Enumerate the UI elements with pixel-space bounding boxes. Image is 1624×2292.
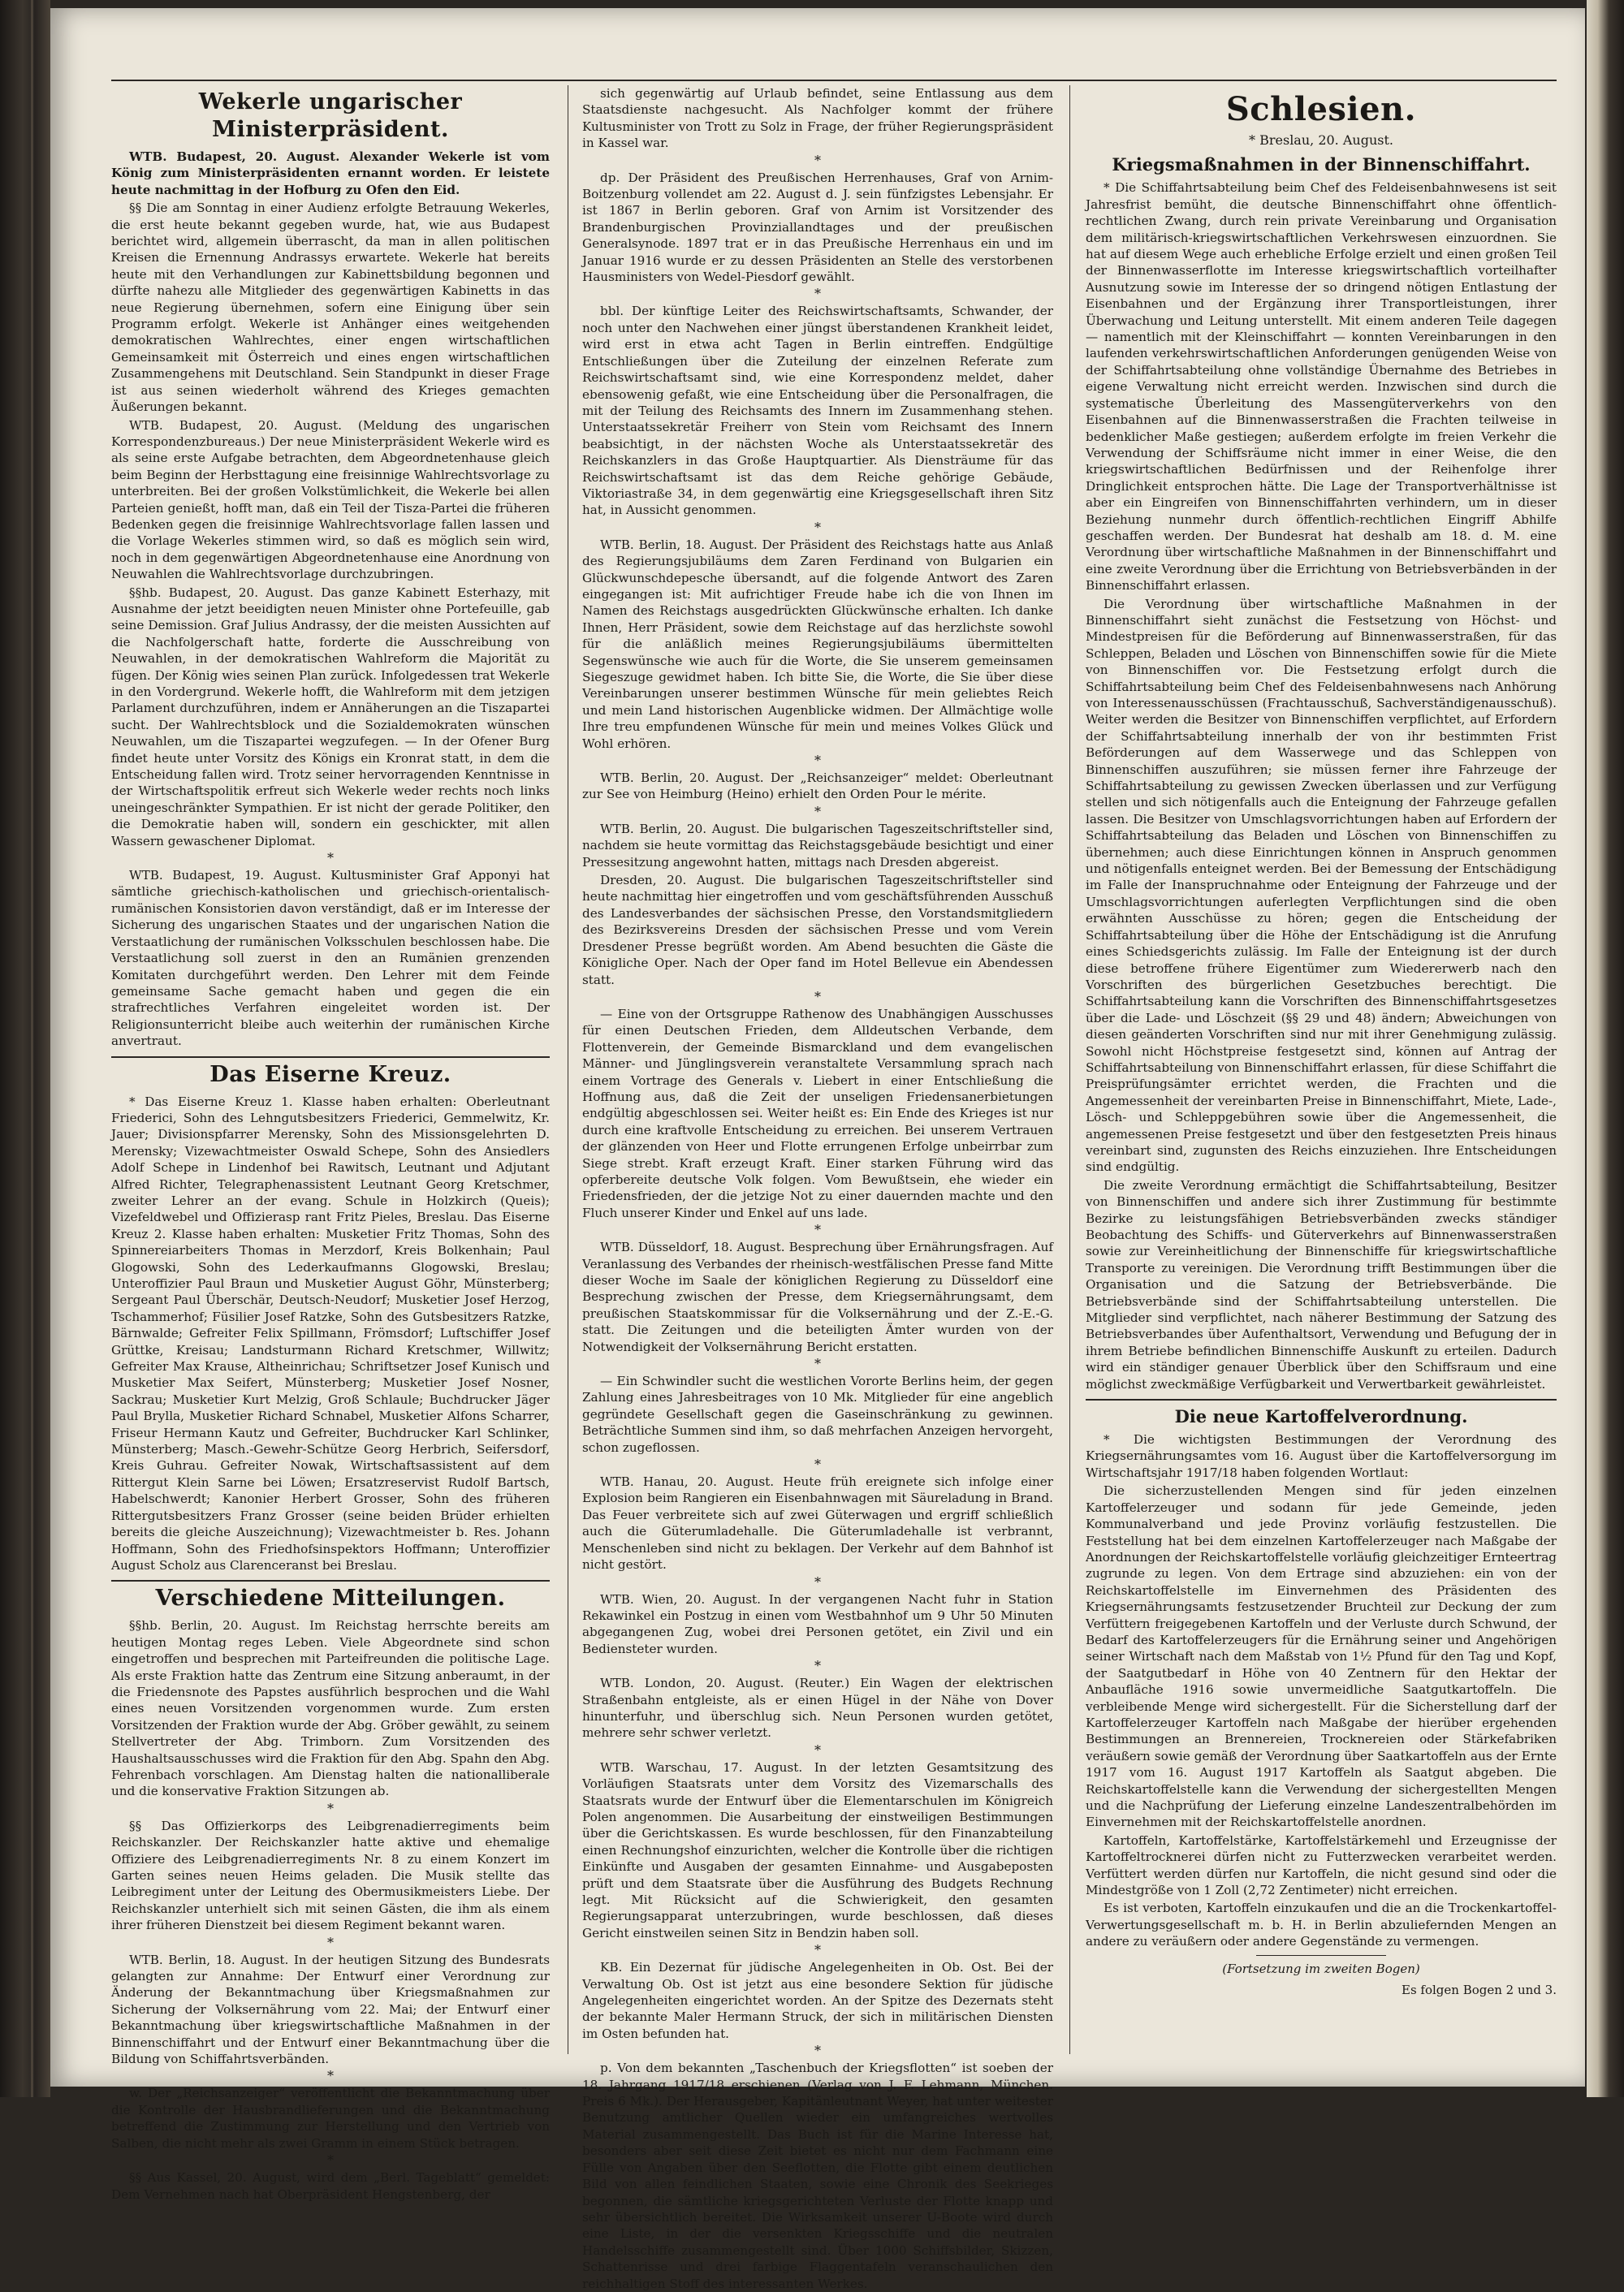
article-paragraph: WTB. Hanau, 20. August. Heute früh ereignete sich infolge einer Explosion beim Rangieren ein Eisenbahnwagen mit Säureladung in Brand. Das Feuer verbreitete sich auf zwei Güterwagen und ergriff schließlich auch die Güterumladehalle. Die Güterumladehalle ist verbrannt, Menschenleben sind nicht zu beklagen. Der Verkehr auf dem Bahnhof ist nicht gestört. (582, 1474, 1053, 1573)
asterisk-separator: * (327, 850, 334, 866)
asterisk-separator: * (327, 2068, 334, 2084)
article-paragraph: * Die Schiffahrtsabteilung beim Chef des Feldeisenbahnwesens ist seit Jahresfrist bemüht, die deutsche Binnenschiffahrt ohne öffentlich-rechtlichen Zwang, durch rein private Vereinbarung und Organisation dem militärisch-kriegswirtschaftlichen Verkehrswesen einzuordnen. Sie hat auf diesem Wege auch erhebliche Erfolge erzielt und einen großen Teil der Binnenwasserflotte im Interesse kriegswirtschaftlich vorteilhafter Ausnutzung sowie im Interesse der so dringend nötigen Entlastung der Eisenbahnen und der Ergänzung ihrer Transportleistungen, ihrer Überwachung und Leitung unterstellt. Mit einem anderen Teile dagegen — namentlich mit der Kleinschiffahrt — konnten Vereinbarungen in den laufenden verkehrswirtschaftlichen Anforderungen genügenden Weise von der Schiffahrtsabteilung ohne vollständige Übernahme des Betriebes in eigene Verwaltung nicht erreicht werden. Inzwischen sind durch die systematische Überleitung des Massengüterverkehrs von den Eisenbahnen auf die Binnenwasserstraßen die Frachten teilweise in bedenklicher Maße gestiegen; außerdem erfolgte im freien Verkehr die Verwendung der Schiffsräume nicht immer in einer Weise, die den kriegswirtschaftlichen Bedürfnissen und der Reihenfolge ihrer Dringlichkeit entsprochen hätte. Die Lage der Transportverhältnisse ist aber ein Eingreifen von Binnenschiffahrten verhindern, um in dieser Beziehung nunmehr durch öffentlich-rechtlichen Eingriff Abhilfe geschaffen werden. Der Bundesrat hat deshalb am 18. d. M. eine Verordnung über wirtschaftliche Maßnahmen in der Binnenschiffahrt und eine zweite Verordnung über die Errichtung von Betriebsverbänden in der Binnenschiffahrt erlassen. (1086, 180, 1557, 594)
asterisk-separator: * (814, 1742, 821, 1758)
section-divider (111, 1580, 550, 1582)
article-paragraph: Die zweite Verordnung ermächtigt die Schiffahrtsabteilung, Besitzer von Binnenschiffen und andere sich ihrer Zustimmung für bestimmte Bezirke zu leistungsfähigen Betriebsverbänden zwecks ständiger Beobachtung des Schiffs- und Güterverkehrs auf Binnenwasserstraßen sowie zur Vereinheitlichung der Binnenschiffe für kriegswirtschaftliche Transporte zu vereinigen. Die Verordnung trifft Bestimmungen über die Organisation und die Satzung der Betriebsverbände. Die Betriebsverbände sind der Schiffahrtsabteilung unterstellen. Die Mitglieder sind verpflichtet, nach näherer Bestimmung der Satzung des Betriebsverbandes über Aufenthaltsort, Verwendung und Befugung der in ihrem Betriebe befindlichen Binnenschiffe Auskunft zu erteilen. Dadurch wird ein ständiger genauer Überblick über den Schiffsraum und eine möglichst zweckmäßige Verfügbarkeit und Verwertbarkeit gewährleistet. (1086, 1177, 1557, 1392)
newspaper-page (50, 8, 1585, 2291)
headline-eisernes-kreuz: Das Eiserne Kreuz. (209, 1061, 451, 1087)
article-paragraph: — Ein Schwindler sucht die westlichen Vororte Berlins heim, der gegen Zahlung eines Jahresbeitrages von 10 Mk. Mitglieder für eine angeblich gegründete Gesellschaft gegen die Gaseinschränkung zu gewinnen. Beträchtliche Summen sind ihm, so daß mehrfachen Anzeigen hervorgeht, schon zugeflossen. (582, 1374, 1053, 1455)
article-paragraph: WTB. Berlin, 18. August. In der heutigen Sitzung des Bundesrats gelangten zur Annahme: Der Entwurf einer Verordnung zur Änderung der Bekanntmachung über Kriegsmaßnahmen zur Sicherung der Volksernährung vom 22. Mai; der Entwurf einer Bekanntmachung über kriegswirtschaftliche Maßnahmen in der Binnenschiffahrt und der Entwurf einer Bekanntmachung über die Bildung von Schiffahrtsverbänden. (111, 1952, 550, 2067)
column-2 (582, 85, 1053, 2291)
article-paragraph: w. Der „Reichsanzeiger“ veröffentlicht die Bekanntmachung über die Kontrolle der Hausbrandlieferungen und die Bekanntmachung betreffend die Zustimmung zur Herstellung und den Vertrieb von Salben, die nicht mehr als zwei Gramm in einem Stück betragen. (111, 2086, 550, 2151)
asterisk-separator: * (814, 1658, 821, 1674)
article-paragraph: bbl. Der künftige Leiter des Reichswirtschaftsamts, Schwander, der noch unter den Nachwehen einer jüngst überstandenen Krankheit leidet, wird erst in etwa acht Tagen in Berlin eintreffen. Endgültige Entschließungen über die Zuteilung der einzelnen Referate zum Reichswirtschaftsamt sind, wie eine Korrespondenz meldet, daher ebensowenig gefaßt, wie eine Entscheidung über die Personalfragen, die mit der Teilung des Reichsamts des Innern im Zusammenhang stehen. Unterstaatssekretär Freiherr von Stein vom Reichsamt des Innern beabsichtigt, in der nächsten Woche als Unterstaatssekretär des Reichskanzlers in das Große Hauptquartier. Als Diensträume für das Reichswirtschaftsamt ist das dem Reiche gehörige Gebäude, Viktoriastraße 34, in dem gegenwärtig eine Kriegsgesellschaft ihren Sitz hat, in Aussicht genommen. (582, 304, 1053, 518)
article-paragraph: WTB. Budapest, 20. August. (Meldung des ungarischen Korrespondenzbureaus.) Der neue Ministerpräsident Wekerle wird es als seine erste Aufgabe betrachten, dem Abgeordnetenhause gleich beim Beginn der Herbsttagung eine freisinnige Wahlrechtsvorlage zu unterbreiten. Bei der großen Volkstümlichkeit, die Wekerle bei allen Parteien genießt, hofft man, daß ein Teil der Tisza-Partei die früheren Bedenken gegen die freisinnige Wahlrechtsvorlage fallen lassen und die Vorlage Wekerles stimmen wird, so daß es möglich sein wird, noch in dem gegenwärtigen Abgeordnetenhause eine Anordnung von Neuwahlen die Wahlrechtsvorlage durchzubringen. (111, 417, 550, 582)
book-spine (0, 0, 50, 2097)
asterisk-separator: * (327, 2152, 334, 2169)
article-paragraph: sich gegenwärtig auf Urlaub befindet, seine Entlassung aus dem Staatsdienste nachgesucht. Als Nachfolger kommt der frühere Kultusminister von Trott zu Solz in Frage, der früher Regierungspräsident in Kassel war. (582, 86, 1053, 151)
asterisk-separator: * (814, 803, 821, 819)
dateline: * Breslau, 20. August. (1249, 132, 1393, 148)
spine-stripe (31, 0, 33, 2097)
article-paragraph: WTB. Budapest, 20. August. Alexander Wekerle ist vom König zum Ministerpräsidenten ernannt worden. Er leistete heute nachmittag in der Hofburg zu Ofen den Eid. (111, 149, 550, 197)
short-divider (1256, 1955, 1386, 1956)
asterisk-separator: * (814, 152, 821, 168)
bogen-note: Es folgen Bogen 2 und 3. (1402, 1983, 1557, 1998)
continuation-note: (Fortsetzung im zweiten Bogen) (1222, 1961, 1420, 1976)
headline-schlesien: Schlesien. (1225, 90, 1417, 128)
headline-mitteilungen: Verschiedene Mitteilungen. (155, 1586, 506, 1612)
article-paragraph: Die sicherzustellenden Mengen sind für jeden einzelnen Kartoffelerzeuger und sodann für jede Gemeinde, jeden Kommunalverband und jede Provinz vorläufig festzustellen. Die Feststellung hat bei dem einzelnen Kartoffelerzeuger nach Maßgabe der Anordnungen der Reichskartoffelstelle vorläufig gleichzeitiger Ernteertrag zugrunde zu legen. Von dem Ertrage sind abzuziehen: ein von der Reichskartoffelstelle im Einvernehmen des Präsidenten des Kriegsernährungsamts festzusetzender Bruchteil zur Deckung der zum Verfüttern freigegebenen Kartoffeln und der Verluste durch Schwund, der Bedarf des Kartoffelerzeugers für die Ernährung seiner und Angehörigen seiner Wirtschaft nach dem Maßstab von 1½ Pfund für den Tag und Kopf, der Saatgutbedarf in Höhe von 40 Zentnern für den Hektar der Anbaufläche 1916 sowie unvermeidliche Saatgutkartoffeln. Die verbleibende Menge wird sichergestellt. Für die Sicherstellung darf der Kartoffelerzeuger Kartoffeln nach Maßgabe der hierüber ergehenden Bestimmungen an Brennereien, Trocknereien oder Stärkefabriken veräußern sowie gemäß der Verordnung über Saatkartoffeln aus der Ernte 1917 vom 16. August 1917 Kartoffeln als Saatgut abgeben. Die Reichskartoffelstelle kann die Verwendung der sichergestellten Mengen und die Nachprüfung der Lieferung einzelne Landeszentralbehörden im Einvernehmen mit der Reichskartoffelstelle anordnen. (1086, 1483, 1557, 1830)
article-paragraph: WTB. Düsseldorf, 18. August. Besprechung über Ernährungsfragen. Auf Veranlassung des Verbandes der rheinisch-westfälischen Presse fand Mitte dieser Woche im Saale der königlichen Regierung zu Düsseldorf eine Besprechung zwischen der Presse, dem Kriegsernährungsamt, dem preußischen Staatskommissar für die Volksernährung und der Z.-E.-G. statt. Die Zeitungen und die beteiligten Ämter wurden von der Notwendigkeit der Volksernährung Bericht erstatten. (582, 1240, 1053, 1354)
article-paragraph: * Die wichtigsten Bestimmungen der Verordnung des Kriegsernährungsamtes vom 16. August über die Kartoffelversorgung im Wirtschaftsjahr 1917/18 haben folgenden Wortlaut: (1086, 1432, 1557, 1480)
column-1 (111, 85, 550, 2202)
article-paragraph: Dresden, 20. August. Die bulgarischen Tageszeitschriftsteller sind heute nachmittag hier eingetroffen und vom geschäftsführenden Ausschuß des Landesverbandes der sächsischen Presse, den Vorstandsmitgliedern des Bezirksvereins Dresden der sächsischen Presse und vom Verein Dresdener Presse begrüßt worden. Am Abend besuchten die Gäste die Königliche Oper. Nach der Oper fand im Hotel Bellevue ein Abendessen statt. (582, 873, 1053, 987)
article-paragraph: §§ Aus Kassel, 20. August, wird dem „Berl. Tageblatt“ gemeldet: Dem Vernehmen nach hat Oberpräsident Hengstenberg, der (111, 2170, 550, 2202)
asterisk-separator: * (814, 1942, 821, 1958)
article-paragraph: Es ist verboten, Kartoffeln einzukaufen und die an die Trockenkartoffel-Verwertungsgesellschaft m. b. H. in Berlin abzuliefernden Mengen an andere zu veräußern oder andere Gegenstände zu vermengen. (1086, 1901, 1557, 1949)
article-paragraph: dp. Der Präsident des Preußischen Herrenhauses, Graf von Arnim-Boitzenburg vollendet am 22. August d. J. sein fünfzigstes Lebensjahr. Er ist 1867 in Berlin geboren. Graf von Arnim ist Vorsitzender des Brandenburgischen Provinziallandtages und der preußischen Generalsynode. 1897 trat er in das Preußische Herrenhaus ein und im Januar 1916 wurde er zu dessen Präsidenten an Stelle des verstorbenen Hausministers von Wedel-Piesdorf gewählt. (582, 170, 1053, 285)
section-divider (111, 1056, 550, 1058)
page-edge-right (1587, 0, 1624, 2097)
headline-binnenschiffahrt: Kriegsmaßnahmen in der Binnenschiffahrt. (1112, 154, 1531, 175)
article-paragraph: §§hb. Berlin, 20. August. Im Reichstag herrschte bereits am heutigen Montag reges Leben. Viele Abgeordnete sind schon eingetroffen und besprechen mit Parteifreunden die politische Lage. Als erste Fraktion hatte das Zentrum eine Sitzung anberaumt, in der die Friedensnote des Papstes ausführlich besprochen und die Wahl eines neuen Vorsitzenden vorgenommen wurde. Zum ersten Vorsitzenden der Fraktion wurde der Abg. Gröber gewählt, zu seinem Stellvertreter der Abg. Trimborn. Zum Vorsitzenden des Haushaltsausschusses wird die Fraktion für den Abg. Spahn den Abg. Fehrenbach vorschlagen. Am Dienstag halten die nationalliberale und die konservative Fraktion Sitzungen ab. (111, 1618, 550, 1799)
article-paragraph: p. Von dem bekannten „Taschenbuch der Kriegsflotten“ ist soeben der 18. Jahrgang 1917/18 erschienen (Verlag von J. F. Lehmann, München. Preis 6 Mk.). Der Herausgeber, Kapitänleutnant Weyer, hat unter weitester Benutzung amtlicher Quellen wieder ein umfangreiches wertvolles Material zusammengestellt. Das Buch ist für die Marine Interesse hat, besonders aber seit diese Zeit bietet es nicht nur dem Fachmann eine Fülle von Angaben über den Seeflotten, die Flotte gibt einem deutlichen Bild von allen feindlichen Staaten, sowie eine Chronik des Seekrieges begonnen, die sämtliche kriegsgerichteten Verluste der Flotte knapp und sehr übersichtlich bereitet. Die Wirksamkeit unserer U-Boote wird durch eine Liste, in der die versenkten Kriegsschiffe und die neutralen Handelsschiffe zusammengestellt sind. Über 1000 Schiffsbilder, Skizzen, Schattenrisse und drei farbige Flaggentafeln veranschaulichen den reichhaltigen Stoff des interessanten Werkes. (582, 2061, 1053, 2291)
article-paragraph: WTB. Budapest, 19. August. Kultusminister Graf Apponyi hat sämtliche griechisch-katholischen und griechisch-orientalisch-rumänischen Konsistorien davon verständigt, daß er im Interesse der Sicherung des ungarischen Staates und der ungarischen Nation die Verstaatlichung der rumänischen Volksschulen beschlossen habe. Die Verstaatlichung soll zuerst in den an Rumänien grenzenden Komitaten durchgeführt werden. Den Lehrer mit dem Feinde gemeinsame Sache gemacht haben und gegen die ein strafrechtliches Verfahren eingeleitet worden ist. Der Religionsunterricht bleibe auch weiterhin der rumänischen Kirche anvertraut. (111, 868, 550, 1049)
article-paragraph: Die Verordnung über wirtschaftliche Maßnahmen in der Binnenschiffahrt sieht zunächst die Festsetzung von Höchst- und Mindestpreisen für die Beförderung auf Binnenwasserstraßen, für das Schleppen, Beladen und Löschen von Binnenschiffen sowie für die Miete von Binnenschiffen vor. Die Festsetzung erfolgt durch die Schiffahrtsabteilung beim Chef des Feldeisenbahnwesens nach Anhörung von Interessenausschüssen (Frachtausschuß, Sachverständigenausschuß). Weiter werden die Besitzer von Binnenschiffen verpflichtet, auf Erfordern der Schiffahrtsabteilung innerhalb der von ihr bestimmten Frist Beförderungen auf dem Wasserwege und das Schleppen von Binnenschiffen auszuführen; sie müssen ferner ihre Fahrzeuge der Schiffahrtsabteilung zu gewissen Zwecken überlassen und zur Verfügung stellen und sich nötigenfalls auch die Enteignung der Fahrzeuge gefallen lassen. Die Besitzer von Umschlagsvorrichtungen haben auf Erfordern der Schiffahrtsabteilung das Beladen und Löschen von Binnenschiffen zu übernehmen; auch diese Einrichtungen können in Anspruch genommen und nötigenfalls enteignet werden. Bei der Bemessung der Entschädigung im Falle der Inanspruchnahme oder Enteignung der Fahrzeuge und der Umschlagsvorrichtungen auferlegten Verpflichtungen sind die oben erwähnten Ausschüsse zu hören; gegen die Entscheidung der Schiffahrtsabteilung über die Höhe der Entschädigung ist die Anrufung eines Schiedsgerichts zulässig. Im Falle der Enteignung ist der durch diese betroffene frühere Eigentümer zum Wiedererwerb nach den Vorschriften des bürgerlichen Gesetzbuches berechtigt. Die Schiffahrtsabteilung kann die Vorschriften des Binnenschiffahrtsgesetzes über die Lade- und Löschzeit (§§ 29 und 48) ändern; Abweichungen von diesen geänderten Vorschriften sind nur mit ihrer Genehmigung zulässig. Sowohl nicht Höchstpreise festgesetzt sind, können auf Antrag der Schiffahrtsabteilung von Binnenschiffahrt erlassen, für diese Schiffahrt die Preisprüfungsämter errichtet werden, die Frachten und die Angemessenheit der vereinbarten Preise in Binnenschiffahrt, Miete, Lade-, Lösch- und Schleppgebühren sowie über die Angemessenheit, die angemessenen Preise festgesetzt und über den festgesetzten Preis hinaus vereinbart sind, zugunsten des Reichs einzuziehen. Ihre Entscheidungen sind endgültig. (1086, 596, 1557, 1175)
section-divider (1086, 1399, 1557, 1401)
asterisk-separator: * (814, 1222, 821, 1238)
column-rule-2 (1069, 85, 1070, 2054)
article-paragraph: KB. Ein Dezernat für jüdische Angelegenheiten in Ob. Ost. Bei der Verwaltung Ob. Ost ist jetzt aus eine besondere Sektion für jüdische Angelegenheiten eingerichtet worden. An der Spitze des Dezernats steht der bekannte Maler Hermann Struck, der sich in militärischen Diensten im Osten befunden hat. (582, 1960, 1053, 2041)
asterisk-separator: * (814, 988, 821, 1004)
article-paragraph: §§ Das Offizierkorps des Leibgrenadierregiments beim Reichskanzler. Der Reichskanzler hatte aktive und ehemalige Offiziere des Leibgrenadierregiments Nr. 8 zu einem Konzert im Garten seines neuen Heims geladen. Die Musik stellte das Leibregiment unter der Leitung des Obermusikmeisters Liebe. Der Reichskanzler unterhielt sich mit seinen Gästen, die ihm als einem ihrer früheren Dienstzeit bei diesem Regiment bekannt waren. (111, 1818, 550, 1933)
asterisk-separator: * (814, 1457, 821, 1473)
article-paragraph: §§hb. Budapest, 20. August. Das ganze Kabinett Esterhazy, mit Ausnahme der jetzt beeidigten neuen Minister ohne Portefeuille, gab seine Demission. Graf Julius Andrassy, der die meisten Aussichten auf die Nachfolgerschaft hatte, forderte die Ausschreibung von Neuwahlen, in der demokratischen Wahlreform die Majorität zu fügen. Der König wies seinen Plan zurück. Infolgedessen trat Wekerle in den Vordergrund. Wekerle hofft, die Wahlreform mit dem jetzigen Parlament durchzuführen, indem er Annäherungen an die Tiszapartei sucht. Der Wahlrechtsblock und die Sozialdemokraten wünschen Neuwahlen, um die Tiszapartei wegzufegen. — In der Ofener Burg findet heute unter Vorsitz des Königs ein Kronrat statt, in dem die Entscheidung fallen wird. Trotz seiner hervorragenden Kenntnisse in der Wirtschaftspolitik erfreut sich Wekerle weder rechts noch links uneingeschränkter Sympathien. Er ist nicht der gerade Politiker, den die Demokratie haben will, sondern ein geschickter, mit allen Wassern gewaschener Diplomat. (111, 585, 550, 848)
asterisk-separator: * (814, 1573, 821, 1590)
article-paragraph: WTB. Berlin, 18. August. Der Präsident des Reichstags hatte aus Anlaß des Regierungsjubiläums dem Zaren Ferdinand von Bulgarien ein Glückwunschdepesche übersandt, auf die folgende Antwort des Zaren eingegangen ist: Mit aufrichtiger Freude habe ich die von Ihnen im Namen des Reichstags ausgedrückten Glückwünsche erhalten. Ich danke Ihnen, Herr Präsident, sowie dem Reichstage auf das herzlichste sowohl für die anläßlich meines Regierungsjubiläums übermittelten Segenswünsche wie auch für die Worte, die Sie unserem gemeinsamen Siegeszuge gewidmet haben. Ich bitte Sie, die Worte, die Sie über diese Vereinbarungen unserer bestimmen Wünsche für mein geliebtes Reich und mein Land historischen Augenblicke widmen. Der Allmächtige wolle Ihre treu empfundenen Wünsche für mein und meines Volkes Glück und Wohl erhören. (582, 537, 1053, 751)
article-paragraph: WTB. London, 20. August. (Reuter.) Ein Wagen der elektrischen Straßenbahn entgleiste, als er einen Hügel in der Nähe von Dover hinunterfuhr, und überschlug sich. Neun Personen wurden getötet, mehrere sehr schwer verletzt. (582, 1676, 1053, 1741)
asterisk-separator: * (814, 2043, 821, 2059)
asterisk-separator: * (327, 1934, 334, 1950)
article-paragraph: WTB. Warschau, 17. August. In der letzten Gesamtsitzung des Vorläufigen Staatsrats unter dem Vorsitz des Vizemarschalls des Staatsrats wurde der Entwurf über die Elementarschulen im Königreich Polen angenommen. Die Ausarbeitung der einstweiligen Bestimmungen über die Gerichtskassen. Es wurde beschlossen, für den Finanzabteilung einen Rechnungshof einzurichten, welcher die Kontrolle über die richtigen Einkünfte und Ausgaben der gesamten Einnahme- und Ausgabeposten prüft und dem Staatsrate über die Ausführung des Budgets Rechnung legt. Mit Rücksicht auf die Schwierigkeit, den gesamten Regierungsapparat unterzubringen, wurde beschlossen, daß dieses Gericht einstweilen seinen Sitz in Bendzin haben soll. (582, 1759, 1053, 1940)
top-rule (111, 80, 1557, 81)
headline-kartoffelverordnung: Die neue Kartoffelverordnung. (1174, 1406, 1468, 1427)
asterisk-separator: * (327, 1800, 334, 1816)
headline-wekerle: Wekerle ungarischer Ministerpräsident. (198, 89, 463, 142)
article-paragraph: * Das Eiserne Kreuz 1. Klasse haben erhalten: Oberleutnant Friederici, Sohn des Lehngutsbesitzers Friederici, Gemmelwitz, Kr. Jauer; Divisionspfarrer Merensky, Sohn des Missionsgelehrten D. Merensky; Vizewachtmeister Oswald Schepe, Sohn des Ansiedlers Adolf Schepe in Lindenhof bei Rawitsch, Leutnant und Adjutant Alfred Richter, Telegraphenassistent Leutnant Georg Kretschmer, zweiter Lehrer an der evang. Schule in Holzkirch (Queis); Vizefeldwebel und Offizierasp rant Fritz Pieles, Breslau. Das Eiserne Kreuz 2. Klasse haben erhalten: Musketier Fritz Thomas, Sohn des Spinnereiarbeiters Thomas in Merzdorf, Kreis Bolkenhain; Paul Glogowski, Sohn des Lederkaufmanns Glogowski, Breslau; Unteroffizier Paul Braun und Musketier August Göhr, Münsterberg; Sergeant Paul Überschär, Deutsch-Neudorf; Musketier Josef Herzog, Tschammerhof; Füsilier Josef Ratzke, Sohn des Gutsbesitzers Ratzke, Bärnwalde; Gefreiter Felix Spillmann, Frömsdorf; Luftschiffer Josef Grüttke, Kreisau; Landsturmann Richard Kretschmer, Willwitz; Gefreiter Max Krause, Altheinrichau; Schriftsetzer Josef Kunisch und Musketier Max Seifert, Münsterberg; Musketier Josef Nosner, Sackrau; Musketier Kurt Melzig, Groß Schlaule; Buchdrucker Jäger Paul Brylla, Musketier Richard Schnabel, Musketier Alfons Scharrer, Friseur Hermann Kautz und Gefreiter, Buchdrucker Karl Schlinker, Münsterberg; Masch.-Gewehr-Schütze Georg Herbrich, Seifersdorf, Kreis Guhrau. Gefreiter Nowak, Wirtschaftsassistent auf dem Rittergut Klein Sarne bei Löwen; Ersatzreservist Rudolf Bartsch, Habelschwerdt; Kanonier Herbert Grosser, Sohn des früheren Rittergutsbesitzers Franz Grosser (seine beiden Brüder erhielten bereits die gleiche Auszeichnung); Vizewachtmeister b. Res. Johann Hoffmann, Sohn des Friedhofsinspektors Hoffmann; Unteroffizier August Scholz aus Clarenceranst bei Breslau. (111, 1094, 550, 1573)
column-3 (1086, 85, 1557, 2054)
article-paragraph: WTB. Wien, 20. August. In der vergangenen Nacht fuhr in Station Rekawinkel ein Postzug in einen vom Westbahnhof um 9 Uhr 50 Minuten abgegangenen Zug, wobei drei Personen getötet, ein Zivil und ein Bediensteter wurden. (582, 1591, 1053, 1656)
asterisk-separator: * (814, 1356, 821, 1372)
asterisk-separator: * (814, 753, 821, 769)
article-paragraph: Kartoffeln, Kartoffelstärke, Kartoffelstärkemehl und Erzeugnisse der Kartoffeltrocknerei dürfen nicht zu Futterzwecken verarbeitet werden. Verfüttert werden dürfen nur Kartoffeln, die nicht gesund sind oder die Mindestgröße von 1 Zoll (2,72 Zentimeter) nicht erreichen. (1086, 1832, 1557, 1898)
asterisk-separator: * (814, 286, 821, 302)
article-paragraph: WTB. Berlin, 20. August. Die bulgarischen Tageszeitschriftsteller sind, nachdem sie heute vormittag das Reichstagsgebäude besichtigt und einer Pressesitzung angewohnt hatten, mittags nach Dresden abgereist. (582, 821, 1053, 870)
article-paragraph: WTB. Berlin, 20. August. Der „Reichsanzeiger“ meldet: Oberleutnant zur See von Heimburg (Heino) erhielt den Orden Pour le mérite. (582, 770, 1053, 802)
article-paragraph: — Eine von der Ortsgruppe Rathenow des Unabhängigen Ausschusses für einen Deutschen Frieden, dem Alldeutschen Verbande, dem Flottenverein, der Gemeinde Bismarckland und dem evangelischen Männer- und Jünglingsverein veranstaltete Versammlung sprach nach einem Vortrage des Generals v. Liebert in einer Entschließung die Hoffnung aus, daß die Zeit der unseligen Friedensanerbietungen endgültig abgeschlossen sei. Weiter heißt es: Ein Ende des Krieges ist nur durch eine kraftvolle Entscheidung zu erreichen. Bei unserem Vertrauen der glänzenden von Heer und Flotte errungenen Erfolge unbeirrbar zum Siege strebt. Kraft erzeugt Kraft. Einer starken Führung wird das opferbereite deutsche Volk folgen. Vom Bewußtsein, ehe wieder ein Friedensfrieden, der die jetzige Not zu einer dauernden machte und den Fluch unserer Kinder und Enkel auf uns lade. (582, 1006, 1053, 1220)
article-paragraph: §§ Die am Sonntag in einer Audienz erfolgte Betrauung Wekerles, die erst heute bekannt gegeben wurde, hat, wie aus Budapest berichtet wird, allgemein überrascht, da man in allen politischen Kreisen die Ernennung Andrassys erwartete. Wekerle hat bereits heute mit den Verhandlungen zur Kabinettsbildung begonnen und dürfte nahezu alle Mitglieder des gegenwärtigen Kabinetts in das neue Regierung übernehmen, sofern eine Einigung über sein Programm erfolgt. Wekerle ist Anhänger eines weitgehenden demokratischen Wahlrechtes, einer engen wirtschaftlichen Gemeinsamkeit mit Österreich und eines engen wirtschaftlichen Zusammengehens mit Deutschland. Sein Standpunkt in dieser Frage ist aus seinen wiederholt während des Krieges gemachten Äußerungen bekannt. (111, 201, 550, 415)
asterisk-separator: * (814, 519, 821, 535)
